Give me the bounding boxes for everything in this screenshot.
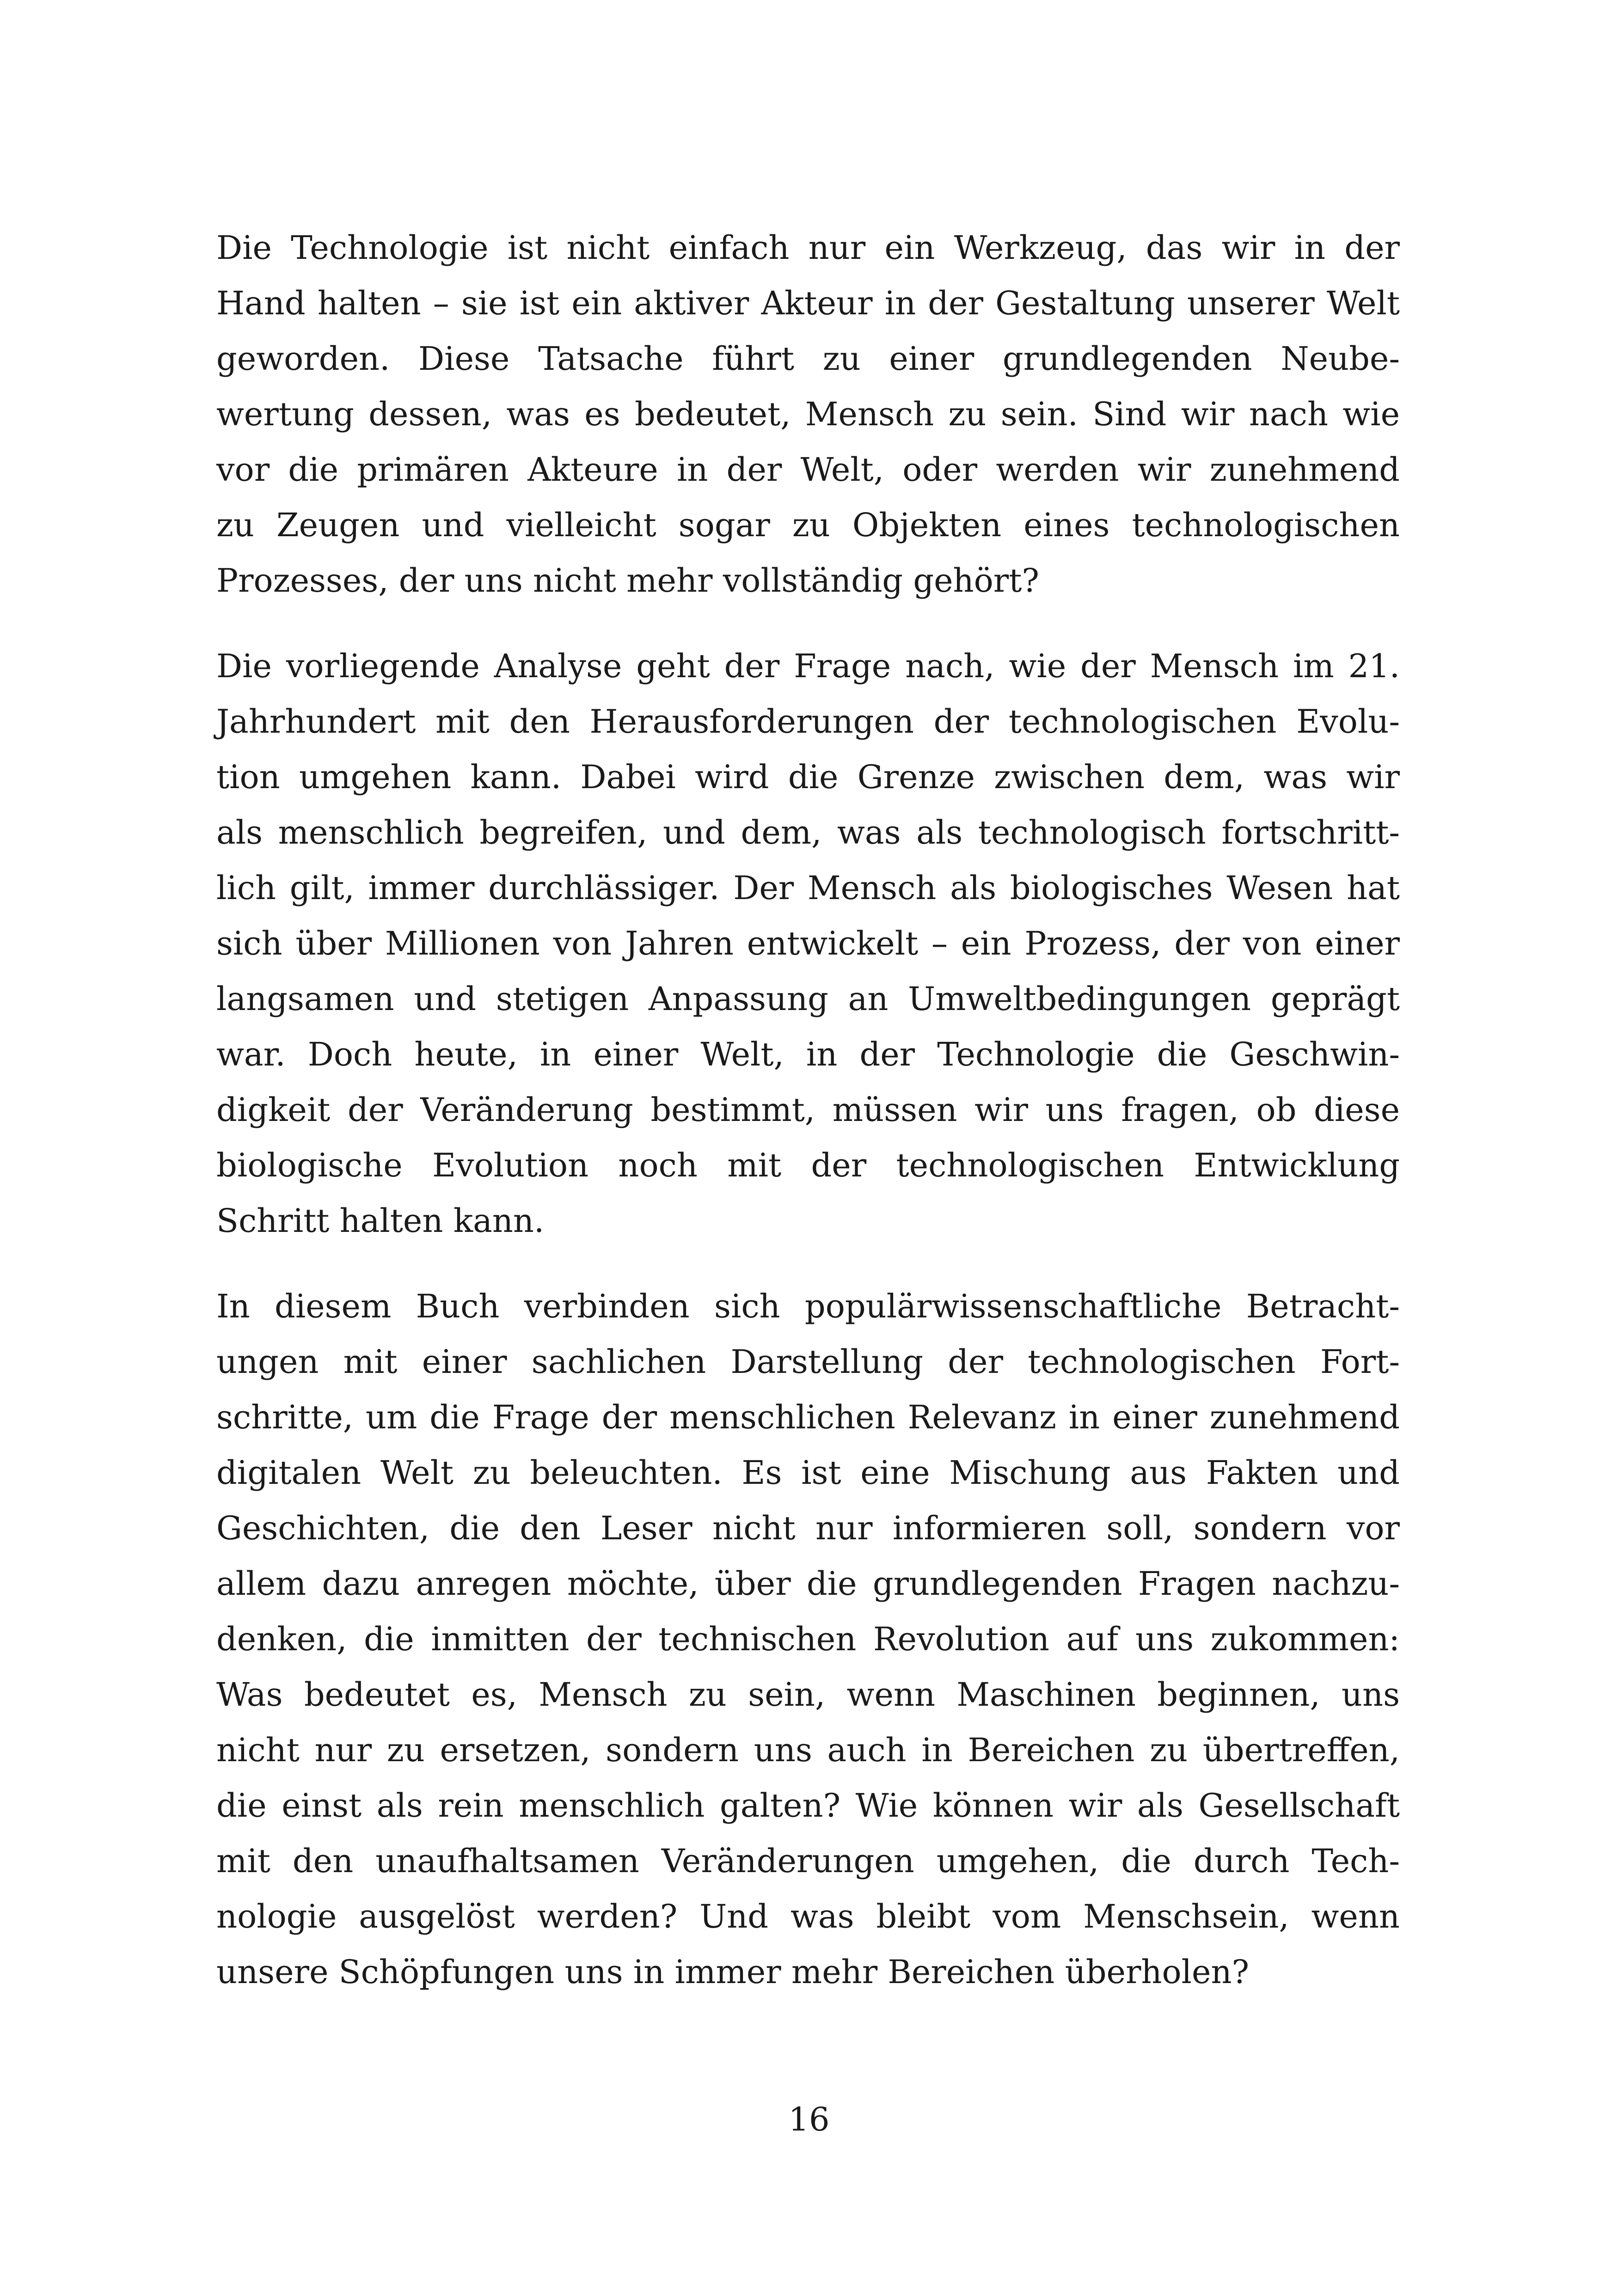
text-line: langsamen und stetigen Anpassung an Umweltbedingungen geprägt — [216, 980, 1400, 1018]
paragraph-3 — [216, 1279, 1400, 2000]
text-line: schritte, um die Frage der menschlichen Relevanz in einer zunehmend — [216, 1398, 1400, 1436]
text-line: In diesem Buch verbinden sich populärwissenschaftliche Betracht- — [216, 1287, 1400, 1325]
text-line: biologische Evolution noch mit der technologischen Entwicklung — [216, 1146, 1400, 1184]
text-line: Geschichten, die den Leser nicht nur informieren soll, sondern vor — [216, 1509, 1400, 1547]
text-line: Schritt halten kann. — [216, 1202, 545, 1240]
text-line: zu Zeugen und vielleicht sogar zu Objekten eines technologischen — [216, 506, 1400, 544]
text-line: Die vorliegende Analyse geht der Frage nach, wie der Mensch im 21. — [216, 647, 1400, 685]
text-line: vor die primären Akteure in der Welt, oder werden wir zunehmend — [216, 451, 1400, 489]
page-number: 16 — [788, 2100, 830, 2138]
text-line: lich gilt, immer durchlässiger. Der Mensch als biologisches Wesen hat — [216, 869, 1400, 907]
text-line: tion umgehen kann. Dabei wird die Grenze zwischen dem, was wir — [216, 758, 1400, 796]
text-line: digitalen Welt zu beleuchten. Es ist eine Mischung aus Fakten und — [216, 1454, 1400, 1492]
text-line: Hand halten – sie ist ein aktiver Akteur in der Gestaltung unserer Welt — [216, 284, 1400, 322]
text-line: ungen mit einer sachlichen Darstellung der technologischen Fort- — [216, 1343, 1400, 1381]
text-line: unsere Schöpfungen uns in immer mehr Bereichen überholen? — [216, 1953, 1250, 1991]
text-line: nicht nur zu ersetzen, sondern uns auch in Bereichen zu übertreffen, — [216, 1731, 1400, 1769]
text-line: Die Technologie ist nicht einfach nur ein Werkzeug, das wir in der — [216, 229, 1400, 267]
text-line: sich über Millionen von Jahren entwickelt – ein Prozess, der von einer — [216, 925, 1400, 962]
text-line: Was bedeutet es, Mensch zu sein, wenn Maschinen beginnen, uns — [216, 1676, 1400, 1714]
text-line: wertung dessen, was es bedeutet, Mensch zu sein. Sind wir nach wie — [216, 395, 1400, 433]
text-line: digkeit der Veränderung bestimmt, müssen wir uns fragen, ob diese — [216, 1091, 1400, 1129]
paragraph-2 — [216, 638, 1400, 1249]
text-line: allem dazu anregen möchte, über die grundlegenden Fragen nachzu- — [216, 1565, 1400, 1603]
text-line: geworden. Diese Tatsache führt zu einer grundlegenden Neube- — [216, 340, 1400, 378]
text-line: denken, die inmitten der technischen Revolution auf uns zukommen: — [216, 1620, 1400, 1658]
text-line: Jahrhundert mit den Herausforderungen der technologischen Evolu- — [216, 703, 1400, 741]
text-line: als menschlich begreifen, und dem, was als technologisch fortschritt- — [216, 814, 1400, 851]
paragraph-1 — [216, 220, 1400, 608]
body-text — [216, 220, 1400, 2030]
text-line: nologie ausgelöst werden? Und was bleibt vom Menschsein, wenn — [216, 1898, 1400, 1935]
text-line: war. Doch heute, in einer Welt, in der Technologie die Geschwin- — [216, 1035, 1400, 1073]
text-line: mit den unaufhaltsamen Veränderungen umgehen, die durch Tech- — [216, 1842, 1400, 1880]
text-line: Prozesses, der uns nicht mehr vollständig gehört? — [216, 562, 1039, 600]
text-line: die einst als rein menschlich galten? Wie können wir als Gesellschaft — [216, 1787, 1400, 1825]
